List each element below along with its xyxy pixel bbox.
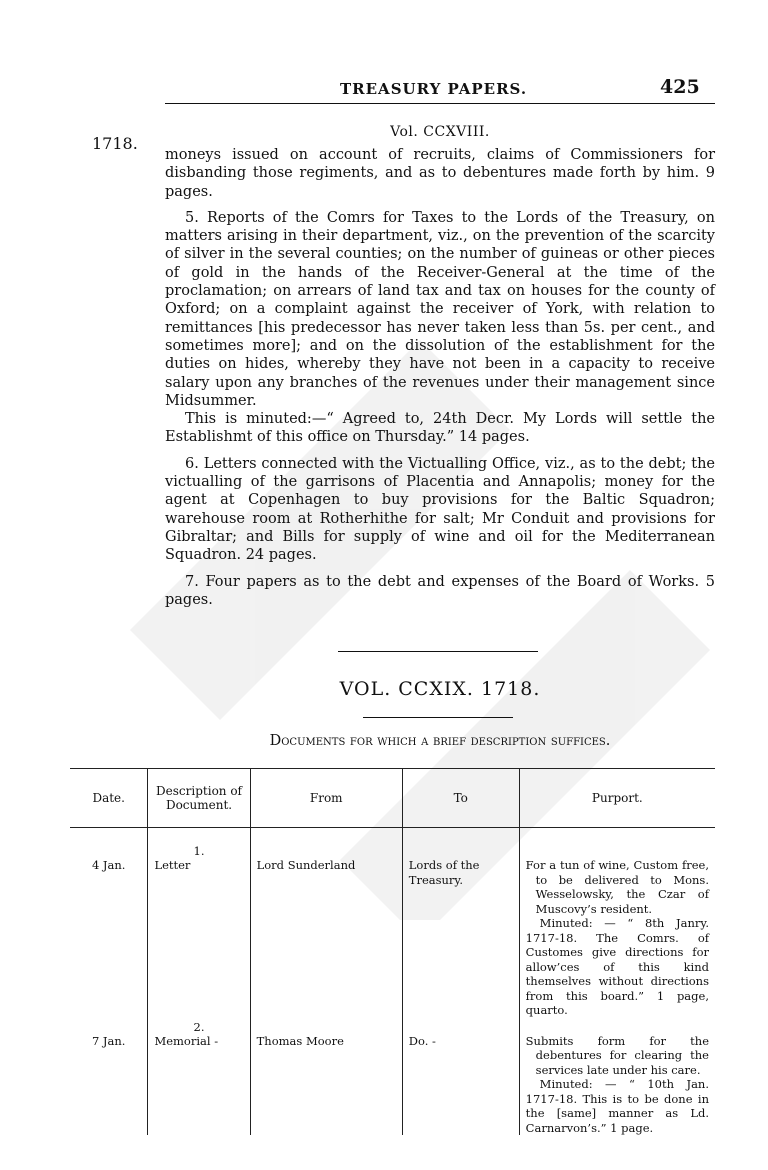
paragraph-continuation: moneys issued on account of recruits, claims of Commissioners for disbanding those regiments, and as to debentures made forth by him. 9 pages. (165, 147, 715, 200)
row-description: Memorial - (154, 1033, 219, 1048)
volume-heading: Vol. CCXVIII. (390, 124, 490, 140)
row-to: Lords of the Treasury. (408, 858, 480, 887)
documents-caption-text: Documents for which a brief description suffices. (269, 733, 611, 749)
header-rule (165, 103, 715, 104)
row-minute: Minuted: — “ 10th Jan. 1717-18. This is to be done in the [same] manner as Ld. Carnarvon’s.” 1 page. (525, 1077, 709, 1135)
volume-title: VOL. CCXIX. 1718. (339, 678, 541, 700)
header-purport: Purport. (519, 769, 715, 828)
margin-year: 1718. (92, 134, 138, 153)
documents-table (70, 768, 715, 1135)
running-head (0, 75, 768, 105)
row-purport: For a tun of wine, Custom free, to be delivered to Mons. Wesselowsky, the Czar of Muscovy’s resident. (525, 858, 709, 916)
row-purport: Submits form for the debentures for clearing the services late under his care. (525, 1033, 709, 1077)
title-underline (363, 717, 513, 718)
row-from: Thomas Moore (256, 1033, 344, 1048)
section-divider (338, 651, 538, 652)
row-from: Lord Sunderland (256, 858, 356, 872)
row-number: 1. (193, 844, 205, 858)
row-number: 2. (193, 1019, 205, 1034)
paragraph-5-minute: This is minuted:—“ Agreed to, 24th Decr. My Lords will settle the Establishmt of this office on Thursday.” 14 pages. (165, 411, 715, 446)
row-date: 4 Jan. (91, 858, 126, 872)
row-description: Letter (154, 858, 191, 872)
header-description: Description of Document. (148, 769, 250, 828)
row-to: Do. - (408, 1033, 436, 1048)
running-title: TREASURY PAPERS. (340, 80, 528, 98)
paragraph-6: 6. Letters connected with the Victualling Office, viz., as to the debt; the victualling of the garrisons of Placentia and Annapolis; money for the agent at Copenhagen to buy provisions for the Baltic Squadron; warehouse room at Rotherhithe for salt; Mr Conduit and provisions for Gibraltar; and Bills for supply of wine and oil for the Mediterranean Squadron. 24 pages. (165, 455, 715, 564)
body-text (165, 146, 715, 617)
header-date: Date. (70, 769, 148, 828)
header-from: From (250, 769, 402, 828)
page-number: 425 (660, 76, 700, 98)
table-row (70, 1018, 715, 1136)
row-date: 7 Jan. (91, 1033, 126, 1048)
row-minute: Minuted: — “ 8th Janry. 1717-18. The Comrs. of Customes give directions for allow’ces of this kind themselves without directions from this board.” 1 page, quarto. (525, 916, 709, 1017)
documents-caption (165, 733, 715, 749)
table-header-row (70, 769, 715, 828)
header-to: To (402, 769, 519, 828)
paragraph-7: 7. Four papers as to the debt and expenses of the Board of Works. 5 pages. (165, 573, 715, 608)
table-row (70, 828, 715, 1018)
paragraph-5: 5. Reports of the Comrs for Taxes to the Lords of the Treasury, on matters arising in their department, viz., on the prevention of the scarcity of silver in the several counties; on the number of guineas or other pieces of gold in the hands of the Receiver-General at the time of the proclamation; on arrears of land tax and tax on houses for the county of Oxford; on a complaint against the receiver of York, with relation to remittances [his predecessor has never taken less than 5s. per cent., and sometimes more]; and on the dissolution of the establishment for the duties on hides, whereby they have not been in a capacity to receive salary upon any branches of the revenues under their management since Midsummer. (165, 209, 715, 409)
